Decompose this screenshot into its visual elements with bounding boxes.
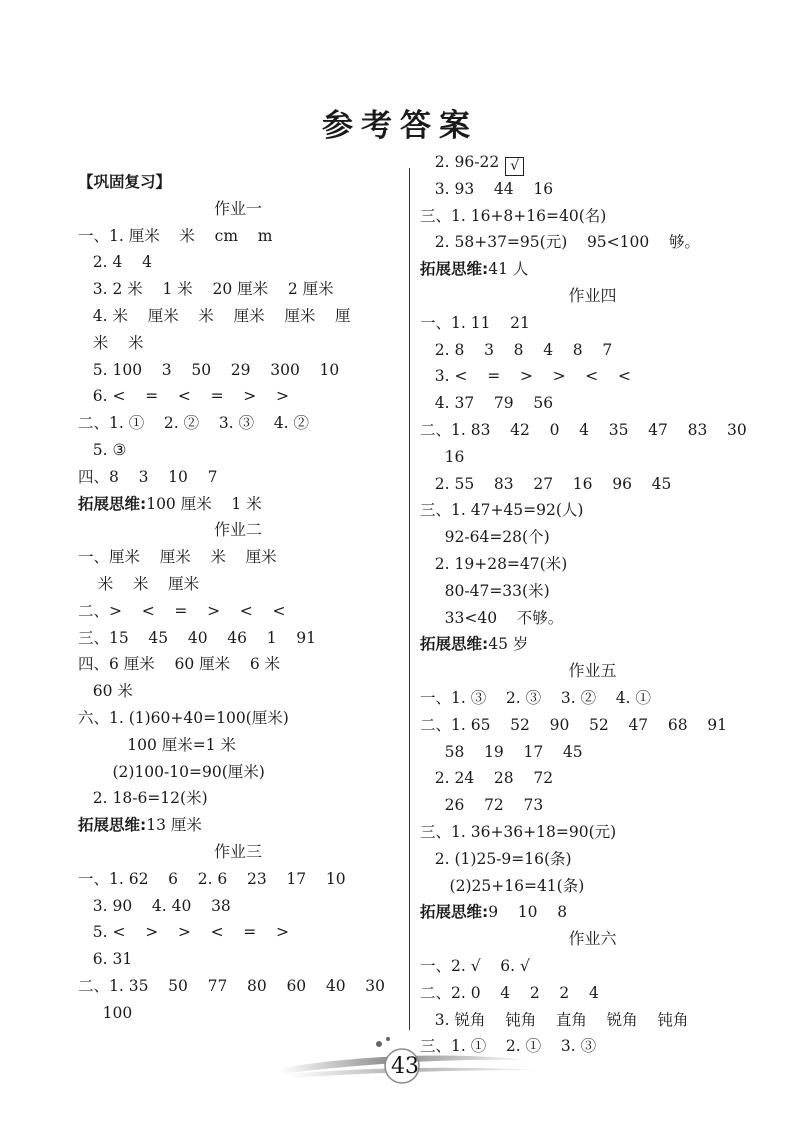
answer-line: 一、1. 厘米 米 cm m bbox=[78, 226, 273, 245]
section-label: 【巩固复习】 bbox=[78, 173, 172, 191]
answer-line: 6. 31 bbox=[78, 950, 133, 969]
answer-line: 80-47=33(米) bbox=[420, 581, 550, 600]
answer-line: 二、1. 35 50 77 80 60 40 30 bbox=[78, 977, 386, 995]
answer-line: 58 19 17 45 bbox=[420, 742, 583, 761]
answer-line: 三、1. 36+36+18=90(元) bbox=[420, 823, 617, 841]
answer-line: 一、厘米 厘米 米 厘米 bbox=[78, 548, 277, 567]
assignment-heading: 作业一 bbox=[213, 198, 262, 218]
assignment-heading: 作业五 bbox=[568, 661, 617, 681]
extension-thinking-label: 拓展思维: bbox=[420, 635, 489, 654]
answer-line: 100 bbox=[78, 1003, 133, 1022]
answer-line: 2. (1)25-9=16(条) bbox=[420, 849, 572, 868]
answer-line: 米 米 bbox=[78, 333, 144, 352]
answer-line: 4. 米 厘米 米 厘米 厘米 厘 bbox=[78, 307, 351, 325]
answer-line: 六、1. (1)60+40=100(厘米) bbox=[78, 709, 289, 727]
assignment-heading: 作业六 bbox=[568, 929, 617, 949]
answer-line: 一、1. ③ 2. ③ 3. ② 4. ① bbox=[420, 689, 651, 707]
extension-thinking-label: 拓展思维: bbox=[420, 903, 489, 922]
extension-thinking-answer bbox=[420, 902, 567, 922]
answer-line: 60 米 bbox=[78, 682, 133, 701]
answer-line: (2)100-10=90(厘米) bbox=[78, 762, 265, 781]
answer-line: 米 米 厘米 bbox=[78, 575, 200, 593]
answer-line: 一、2. √ 6. √ bbox=[420, 957, 530, 975]
extension-thinking-value: 13 厘米 bbox=[146, 816, 202, 835]
answer-line: 2. 55 83 27 16 96 45 bbox=[420, 474, 672, 493]
answer-line: 3. 锐角 钝角 直角 锐角 钝角 bbox=[420, 1010, 689, 1029]
answer-line: 二、1. ① 2. ② 3. ③ 4. ② bbox=[78, 414, 309, 433]
answer-line: 2. 8 3 8 4 8 7 bbox=[420, 340, 613, 359]
extension-thinking-answer bbox=[78, 494, 262, 514]
extension-thinking-label: 拓展思维: bbox=[78, 816, 147, 835]
answer-line: 2. 58+37=95(元) 95<100 够。 bbox=[420, 233, 700, 252]
answer-line: 二、> < = > < < bbox=[78, 601, 286, 620]
answer-line: 二、1. 83 42 0 4 35 47 83 30 bbox=[420, 421, 747, 439]
extension-thinking-answer bbox=[420, 634, 528, 654]
extension-thinking-answer bbox=[78, 815, 202, 835]
extension-thinking-label: 拓展思维: bbox=[420, 260, 489, 279]
extension-thinking-value: 45 岁 bbox=[488, 635, 529, 654]
checkmark-box: √ bbox=[505, 157, 524, 176]
page-number: 43 bbox=[391, 1054, 419, 1079]
answer-line: 100 厘米=1 米 bbox=[78, 735, 237, 754]
assignment-heading: 作业四 bbox=[568, 286, 617, 305]
answer-line: 3. < = > > < < bbox=[420, 367, 631, 386]
answer-line: 4. 37 79 56 bbox=[420, 394, 554, 413]
extension-thinking-value: 9 10 8 bbox=[488, 903, 568, 922]
answer-line: 四、6 厘米 60 厘米 6 米 bbox=[78, 655, 281, 674]
answer-line: 3. 2 米 1 米 20 厘米 2 厘米 bbox=[78, 280, 334, 299]
answer-line: 2. 4 4 bbox=[78, 253, 152, 272]
assignment-heading: 作业三 bbox=[213, 842, 262, 861]
answer-line bbox=[420, 152, 524, 172]
page-title: 参考答案 bbox=[322, 108, 478, 144]
answer-line: 5. < > > < = > bbox=[78, 923, 289, 942]
extension-thinking-label: 拓展思维: bbox=[78, 494, 147, 513]
column-divider bbox=[409, 168, 410, 1030]
answer-line: (2)25+16=41(条) bbox=[420, 876, 585, 895]
answer-line: 四、8 3 10 7 bbox=[78, 467, 218, 486]
answer-line: 二、2. 0 4 2 2 4 bbox=[420, 983, 599, 1002]
answer-line: 5. 100 3 50 29 300 10 bbox=[78, 360, 340, 379]
assignment-heading: 作业二 bbox=[213, 520, 262, 540]
answer-line: 2. 24 28 72 bbox=[420, 769, 554, 788]
answer-line: 三、15 45 40 46 1 91 bbox=[78, 628, 317, 647]
answer-line: 3. 93 44 16 bbox=[420, 179, 554, 198]
answer-line: 16 bbox=[420, 447, 465, 466]
answer-line: 2. 18-6=12(米) bbox=[78, 789, 208, 808]
extension-thinking-answer bbox=[420, 259, 528, 279]
extension-thinking-value: 100 厘米 1 米 bbox=[146, 494, 262, 513]
answer-line: 92-64=28(个) bbox=[420, 528, 550, 547]
answer-line: 二、1. 65 52 90 52 47 68 91 bbox=[420, 715, 728, 734]
answer-line: 2. 19+28=47(米) bbox=[420, 555, 568, 573]
answer-line: 一、1. 11 21 bbox=[420, 313, 530, 332]
extension-thinking-value: 41 人 bbox=[488, 260, 529, 279]
answer-line: 一、1. 62 6 2. 6 23 17 10 bbox=[78, 869, 346, 888]
answer-line: 5. ③ bbox=[78, 441, 127, 459]
answer-line: 26 72 73 bbox=[420, 796, 544, 815]
answer-text: 2. 96-22 bbox=[420, 153, 500, 171]
answer-line: 三、1. ① 2. ① 3. ③ bbox=[420, 1037, 597, 1056]
answer-line: 三、1. 47+45=92(人) bbox=[420, 501, 584, 520]
answer-line: 6. < = < = > > bbox=[78, 387, 289, 406]
answer-line: 3. 90 4. 40 38 bbox=[78, 896, 231, 915]
page-number-ornament bbox=[260, 1030, 550, 1090]
answer-line: 33<40 不够。 bbox=[420, 608, 564, 627]
answer-line: 三、1. 16+8+16=40(名) bbox=[420, 206, 607, 225]
